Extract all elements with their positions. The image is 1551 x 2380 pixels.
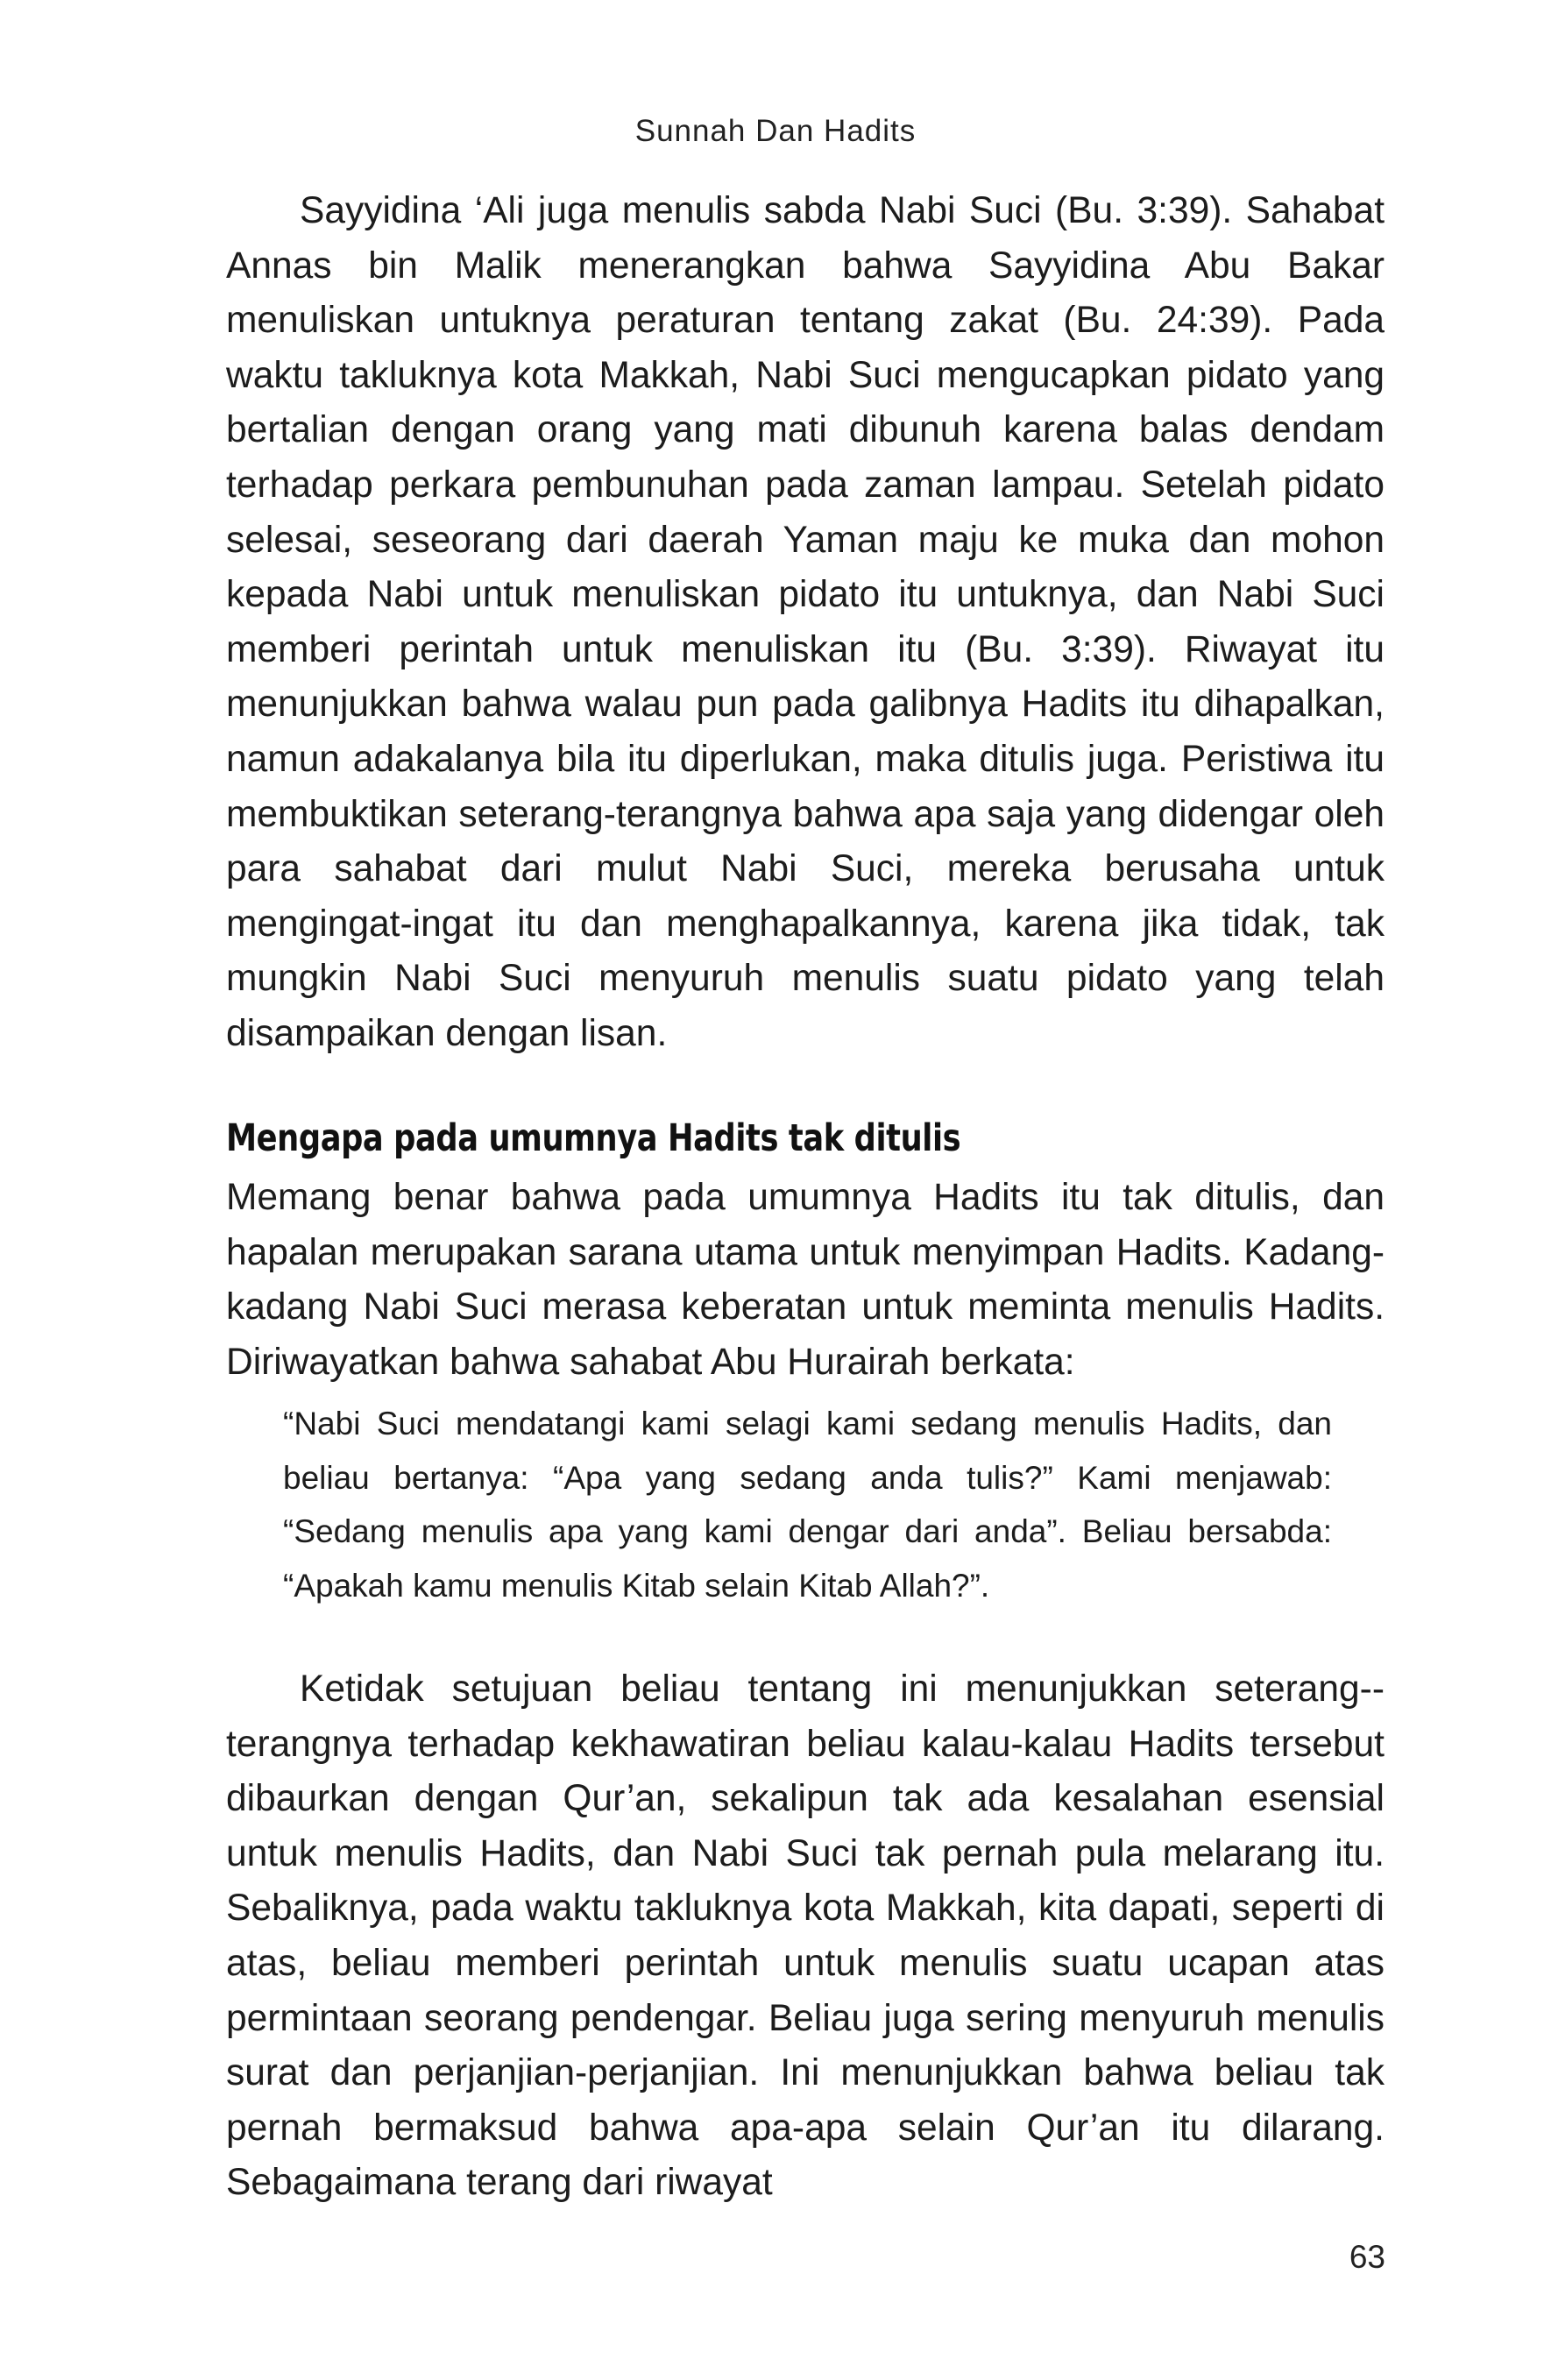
- section-heading: Mengapa pada umumnya Hadits tak ditulis: [226, 1116, 961, 1160]
- paragraph-3: [226, 1662, 1385, 2211]
- paragraph-3-text: Ketidak setujuan beliau tentang ini menunjukkan seterang-terangnya terhadap kekhawatiran beliau kalau-kalau Hadits tersebut dibaurkan dengan Qur’an, sekalipun tak ada kesalahan esensial untuk menulis Hadits, dan Nabi Suci tak pernah pula melarang itu. Sebaliknya, pada waktu takluknya kota Makkah, kita dapati, seperti di atas, beliau memberi perintah untuk menulis suatu ucapan atas permintaan seorang pendengar. Beliau juga sering menyuruh menulis surat dan perjanjian-perjanjian. Ini menunjukkan bahwa beliau tak pernah bermaksud bahwa apa-apa selain Qur’an itu dilarang. Sebagaimana terang dari riwayat: [226, 1668, 1385, 2204]
- running-header: Sunnah Dan Hadits: [634, 114, 917, 148]
- paragraph-2: [226, 1171, 1385, 1390]
- paragraph-1: [226, 184, 1385, 1062]
- block-quote: “Nabi Suci mendatangi kami selagi kami sedang menulis Hadits, dan beliau bertanya: “Apa yang sedang anda tulis?” Kami menjawab: “Sedang menulis apa yang kami dengar dari anda”. Beliau bersabda: “Apakah kamu menulis Kitab selain Kitab Allah?”.: [283, 1406, 1332, 1604]
- paragraph-2-text: Memang benar bahwa pada umumnya Hadits itu tak ditulis, dan hapalan merupakan sarana utama untuk menyimpan Hadits. Kadang-kadang Nabi Suci merasa keberatan untuk meminta menulis Hadits. Diriwayatkan bahwa sahabat Abu Hurairah berkata:: [226, 1177, 1385, 1383]
- page-number: 63: [1349, 2239, 1385, 2275]
- paragraph-1-text: Sayyidina ‘Ali juga menulis sabda Nabi Suci (Bu. 3:39). Sahabat Annas bin Malik menerangkan bahwa Sayyidina Abu Bakar menuliskan untuknya peraturan tentang zakat (Bu. 24:39). Pada waktu takluknya kota Makkah, Nabi Suci mengucapkan pidato yang bertalian dengan orang yang mati dibunuh karena balas dendam terhadap perkara pembunuhan pada zaman lampau. Setelah pidato selesai, seseorang dari daerah Yaman maju ke muka dan mohon kepada Nabi untuk menuliskan pidato itu untuknya, dan Nabi Suci memberi perintah untuk menuliskan itu (Bu. 3:39). Riwayat itu menunjukkan bahwa walau pun pada galibnya Hadits itu dihapalkan, namun adakalanya bila itu diperlukan, maka ditulis juga. Peristiwa itu membuktikan seterang-terangnya bahwa apa saja yang didengar oleh para sahabat dari mulut Nabi Suci, mereka berusaha untuk mengingat-ingat itu dan menghapalkannya, karena jika tidak, tak mungkin Nabi Suci menyuruh menulis suatu pidato yang telah disampaikan dengan lisan.: [226, 190, 1385, 1054]
